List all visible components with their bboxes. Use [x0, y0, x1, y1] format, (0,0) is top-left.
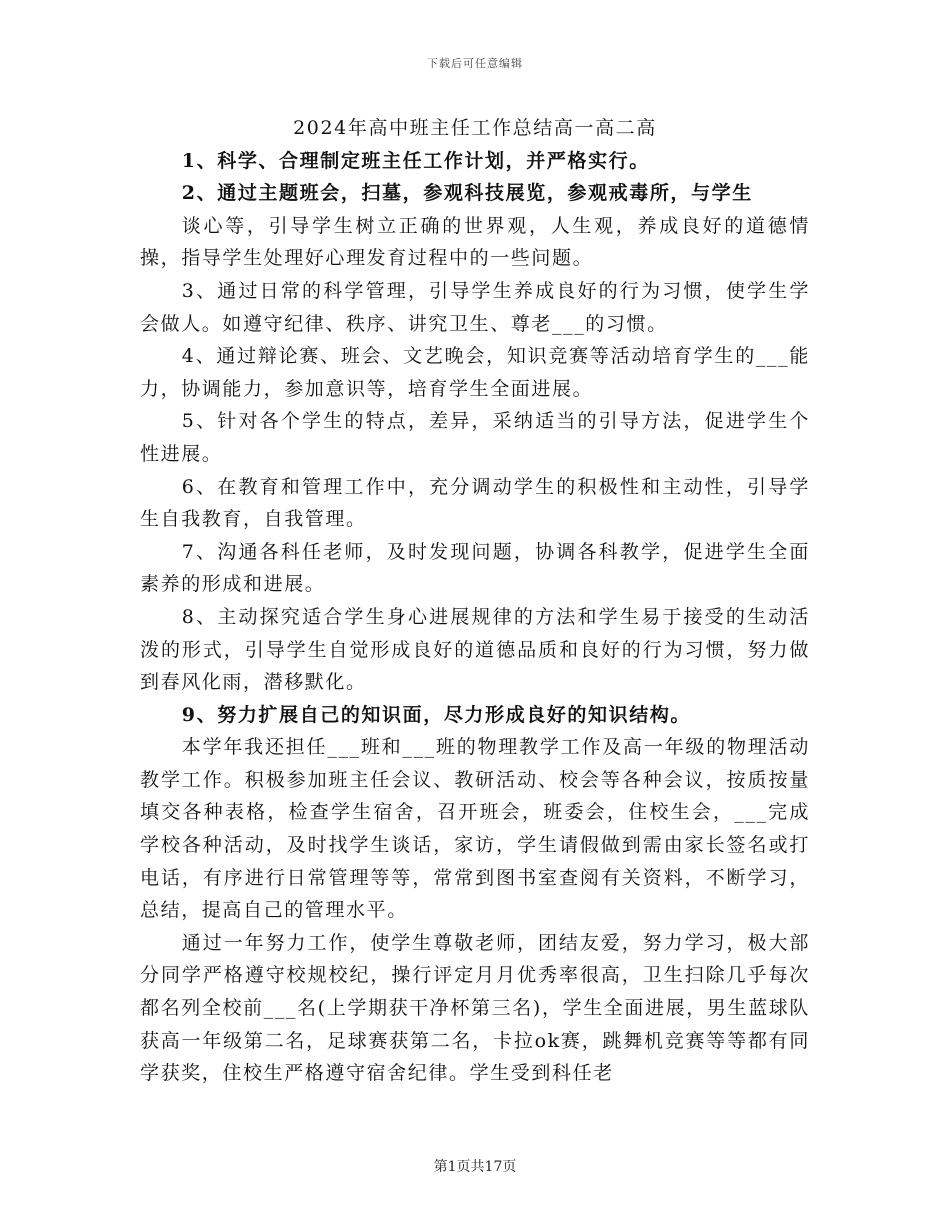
paragraph: 4、通过辩论赛、班会、文艺晚会，知识竞赛等活动培育学生的___能力，协调能力，参加意识等，培育学生全面进展。: [140, 345, 810, 400]
paragraph-list: [140, 145, 810, 1090]
paragraph: 通过一年努力工作，使学生尊敬老师，团结友爱，努力学习，极大部分同学严格遵守校规校纪，操行评定月月优秀率很高，卫生扫除几乎每次都名列全校前___名(上学期获干净杯第三名)，学生全面进展，男生蓝球队获高一年级第二名，足球赛获第二名，卡拉ok赛，跳舞机竞赛等等都有同学获奖，住校生严格遵守宿舍纪律。学生受到科任老: [140, 931, 810, 1085]
paragraph: 本学年我还担任___班和___班的物理教学工作及高一年级的物理活动教学工作。积极参加班主任会议、教研活动、校会等各种会议，按质按量填交各种表格，检查学生宿舍，召开班会，班委会，住校生会，___完成学校各种活动，及时找学生谈话，家访，学生请假做到需由家长签名或打电话，有序进行日常管理等等，常常到图书室查阅有关资料，不断学习，总结，提高自己的管理水平。: [140, 736, 810, 922]
header-note: 下载后可任意编辑: [427, 57, 523, 70]
document-body: [140, 112, 810, 1090]
paragraph: 8、主动探究适合学生身心进展规律的方法和学生易于接受的生动活泼的形式，引导学生自觉形成良好的道德品质和良好的行为习惯，努力做到春风化雨，潜移默化。: [140, 605, 810, 694]
paragraph: 谈心等，引导学生树立正确的世界观，人生观，养成良好的道德情操，指导学生处理好心理发育过程中的一些问题。: [140, 214, 810, 270]
paragraph: 7、沟通各科任老师，及时发现问题，协调各科教学，促进学生全面素养的形成和进展。: [140, 540, 810, 596]
paragraph: 5、针对各个学生的特点，差异，采纳适当的引导方法，促进学生个性进展。: [140, 410, 810, 465]
paragraph: 2、通过主题班会，扫墓，参观科技展览，参观戒毒所，与学生: [181, 182, 753, 205]
paragraph: 1、科学、合理制定班主任工作计划，并严格实行。: [181, 149, 650, 172]
document-title: 2024年高中班主任工作总结高一高二高: [293, 117, 657, 139]
paragraph: 9、努力扩展自己的知识面，尽力形成良好的知识结构。: [181, 703, 692, 726]
page-number: 第1页共17页: [433, 1159, 517, 1175]
paragraph: 3、通过日常的科学管理，引导学生养成良好的行为习惯，使学生学会做人。如遵守纪律、秩序、讲究卫生、尊老___的习惯。: [140, 279, 810, 335]
paragraph: 6、在教育和管理工作中，充分调动学生的积极性和主动性，引导学生自我教育，自我管理。: [140, 475, 810, 531]
